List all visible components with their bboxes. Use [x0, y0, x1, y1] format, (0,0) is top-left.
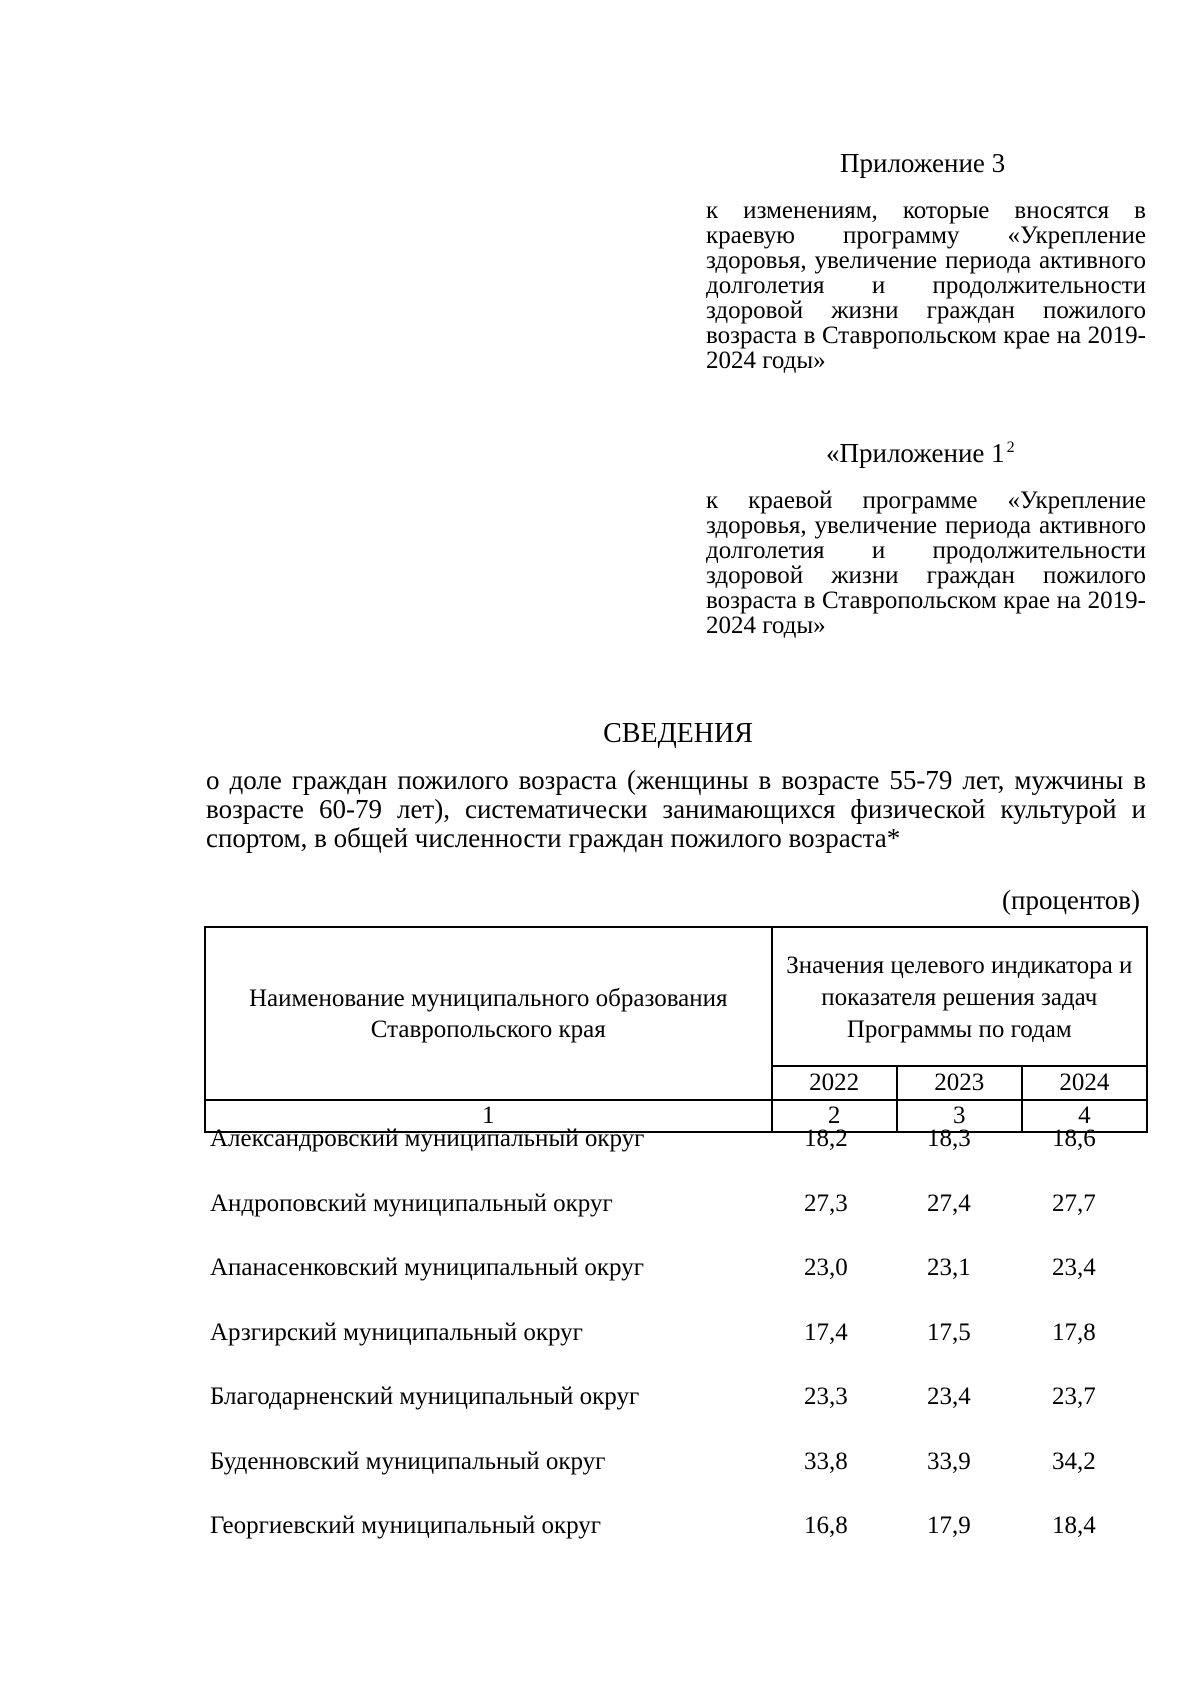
value-2022: 33,8	[804, 1447, 848, 1475]
municipality-name: Георгиевский муниципальный округ	[210, 1512, 602, 1539]
program-annex-title	[826, 438, 1015, 469]
value-2023: 27,4	[927, 1189, 971, 1217]
column-number: 1	[205, 1100, 772, 1132]
value-2023: 17,5	[927, 1318, 971, 1346]
value-2023: 17,9	[927, 1512, 971, 1539]
municipality-name: Александровский муниципальный округ	[210, 1125, 645, 1152]
table-row	[210, 1512, 1150, 1577]
value-2022: 16,8	[804, 1512, 848, 1539]
table-body	[210, 1125, 1150, 1577]
program-annex-title-text: «Приложение 1	[826, 438, 1005, 468]
value-2024: 23,4	[1052, 1254, 1096, 1281]
municipality-name: Благодарненский муниципальный округ	[210, 1383, 640, 1410]
value-2023: 23,4	[927, 1383, 971, 1410]
value-2022: 23,3	[804, 1383, 848, 1410]
document-subtitle: о доле граждан пожилого возраста (женщины в возрасте 55-79 лет, мужчины в возрасте 60-79 лет), систематически занимающихся физической культурой и спортом, в общей численности граждан пожилого возраста*	[206, 765, 1146, 853]
header-year: 2022	[772, 1066, 897, 1100]
value-2024: 27,7	[1052, 1189, 1096, 1217]
header-indicator: Значения целевого индикатора и показателя решения задач Программы по годам	[772, 927, 1147, 1066]
value-2024: 18,6	[1052, 1125, 1096, 1152]
value-2023: 23,1	[927, 1254, 971, 1281]
value-2022: 17,4	[804, 1318, 848, 1346]
header-municipality: Наименование муниципального образования Ставропольского края	[205, 927, 772, 1100]
indicator-table-header	[204, 926, 1148, 1133]
column-number: 2	[772, 1100, 897, 1132]
program-annex-text: к краевой программе «Укрепление здоровья, увеличение периода активного долголетия и продолжительности здоровой жизни граждан пожилого возраста в Ставропольском крае на 2019-2024 годы»	[706, 487, 1146, 639]
table-row	[210, 1254, 1150, 1319]
annex-title: Приложение 3	[840, 148, 1006, 178]
value-2024: 18,4	[1052, 1512, 1096, 1539]
program-annex-superscript: 2	[1006, 439, 1015, 456]
table-row	[210, 1125, 1150, 1190]
document-title: СВЕДЕНИЯ	[603, 718, 753, 749]
header-year: 2023	[897, 1066, 1022, 1100]
value-2024: 23,7	[1052, 1383, 1096, 1410]
value-2024: 17,8	[1052, 1318, 1096, 1346]
annex-text: к изменениям, которые вносятся в краевую программу «Укрепление здоровья, увеличение периода активного долголетия и продолжительности здоровой жизни граждан пожилого возраста в Ставропольском крае на 2019-2024 годы»	[706, 197, 1146, 374]
table-row	[210, 1383, 1150, 1448]
table-row	[210, 1190, 1150, 1255]
column-number: 4	[1022, 1100, 1147, 1132]
header-year: 2024	[1022, 1066, 1147, 1100]
municipality-name: Арзгирский муниципальный округ	[210, 1318, 583, 1346]
municipality-name: Буденновский муниципальный округ	[210, 1447, 606, 1475]
value-2022: 23,0	[804, 1254, 848, 1281]
municipality-name: Апанасенковский муниципальный округ	[210, 1254, 644, 1281]
value-2024: 34,2	[1052, 1447, 1096, 1475]
table-row	[210, 1448, 1150, 1513]
table-row	[210, 1319, 1150, 1384]
value-2023: 33,9	[927, 1447, 971, 1475]
units-label: (процентов)	[1002, 885, 1141, 915]
value-2022: 18,2	[804, 1125, 848, 1152]
municipality-name: Андроповский муниципальный округ	[210, 1189, 613, 1217]
value-2022: 27,3	[804, 1189, 848, 1217]
value-2023: 18,3	[927, 1125, 971, 1152]
column-number: 3	[897, 1100, 1022, 1132]
